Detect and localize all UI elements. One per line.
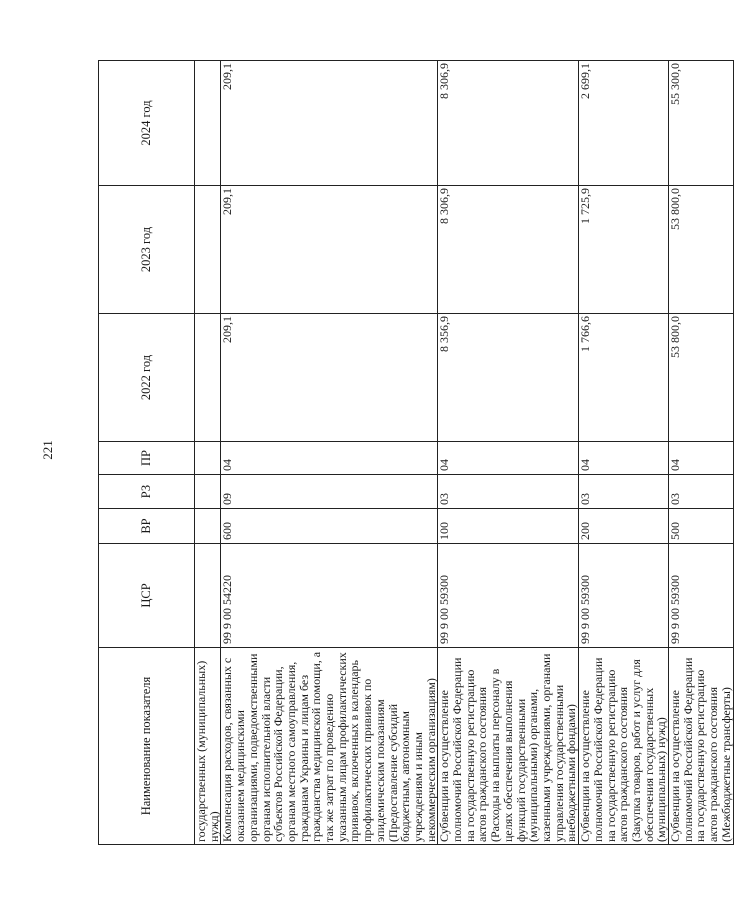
row-csr: 99 9 00 59300: [438, 544, 579, 648]
row-rz: 03: [438, 475, 579, 509]
row-csr: 99 9 00 59300: [669, 544, 734, 648]
row-2024: 209,1: [221, 61, 438, 186]
empty-cell: [195, 186, 221, 314]
row-2024: 8 306,9: [438, 61, 579, 186]
header-pr: ПР: [99, 442, 195, 475]
row-csr: 99 9 00 54220: [221, 544, 438, 648]
header-vr: ВР: [99, 509, 195, 544]
table-row: [438, 61, 579, 845]
empty-cell: [195, 61, 221, 186]
continuation-text: государственных (муниципальных) нужд): [195, 648, 221, 845]
page-number: 221: [40, 440, 55, 460]
row-vr: 500: [669, 509, 734, 544]
table-row: [579, 61, 669, 845]
row-csr: 99 9 00 59300: [579, 544, 669, 648]
row-2023: 209,1: [221, 186, 438, 314]
row-name: Субвенции на осуществление полномочий Российской Федерации на государственную регистрацию актов гражданского состояния (Закупка товаров, работ и услуг для обеспечения государственных (муниципальных) нужд): [579, 648, 669, 845]
header-rz: РЗ: [99, 475, 195, 509]
header-2024: 2024 год: [99, 61, 195, 186]
row-pr: 04: [579, 442, 669, 475]
row-vr: 100: [438, 509, 579, 544]
row-name: Субвенции на осуществление полномочий Российской Федерации на государственную регистрацию актов гражданского состояния (Расходы на выплаты персоналу в целях обеспечения выполнения функций государственными (муниципальными) органами, казенными учреждениями, органами управления государственными внебюджетными фондами): [438, 648, 579, 845]
empty-cell: [195, 314, 221, 442]
rotated-page: [98, 61, 733, 845]
empty-cell: [195, 442, 221, 475]
row-2023: 1 725,9: [579, 186, 669, 314]
table-row-continuation: [195, 61, 221, 845]
empty-cell: [195, 509, 221, 544]
row-rz: 03: [579, 475, 669, 509]
row-2022: 8 356,9: [438, 314, 579, 442]
row-name: Компенсация расходов, связанных с оказанием медицинскими организациями, подведомственными органам исполнительной власти субъектов Российской Федерации, органам местного самоуправления, гражданам Украины и лицам без гражданства медицинской помощи, а так же затрат по проведению указанным лицам профилактических прививок, включенных в календарь профилактических прививок по эпидемическим показаниям (Предоставление субсидий бюджетным, автономным учреждениям и иным некоммерческим организациям): [221, 648, 438, 845]
table-row: [669, 61, 734, 845]
header-name: Наименование показателя: [99, 648, 195, 845]
table-row: [221, 61, 438, 845]
empty-cell: [195, 544, 221, 648]
row-vr: 600: [221, 509, 438, 544]
row-pr: 04: [669, 442, 734, 475]
header-csr: ЦСР: [99, 544, 195, 648]
row-2022: 53 800,0: [669, 314, 734, 442]
table-header-row: [99, 61, 195, 845]
header-2023: 2023 год: [99, 186, 195, 314]
budget-table-container: [98, 61, 733, 845]
header-2022: 2022 год: [99, 314, 195, 442]
row-rz: 03: [669, 475, 734, 509]
row-pr: 04: [438, 442, 579, 475]
row-2023: 53 800,0: [669, 186, 734, 314]
row-2022: 1 766,6: [579, 314, 669, 442]
row-2024: 2 699,1: [579, 61, 669, 186]
row-2022: 209,1: [221, 314, 438, 442]
row-2024: 55 300,0: [669, 61, 734, 186]
row-pr: 04: [221, 442, 438, 475]
row-vr: 200: [579, 509, 669, 544]
row-2023: 8 306,9: [438, 186, 579, 314]
empty-cell: [195, 475, 221, 509]
row-name: Субвенции на осуществление полномочий Российской Федерации на государственную регистрацию актов гражданского состояния (Межбюджетные трансферты): [669, 648, 734, 845]
row-rz: 09: [221, 475, 438, 509]
budget-table: [98, 60, 734, 845]
